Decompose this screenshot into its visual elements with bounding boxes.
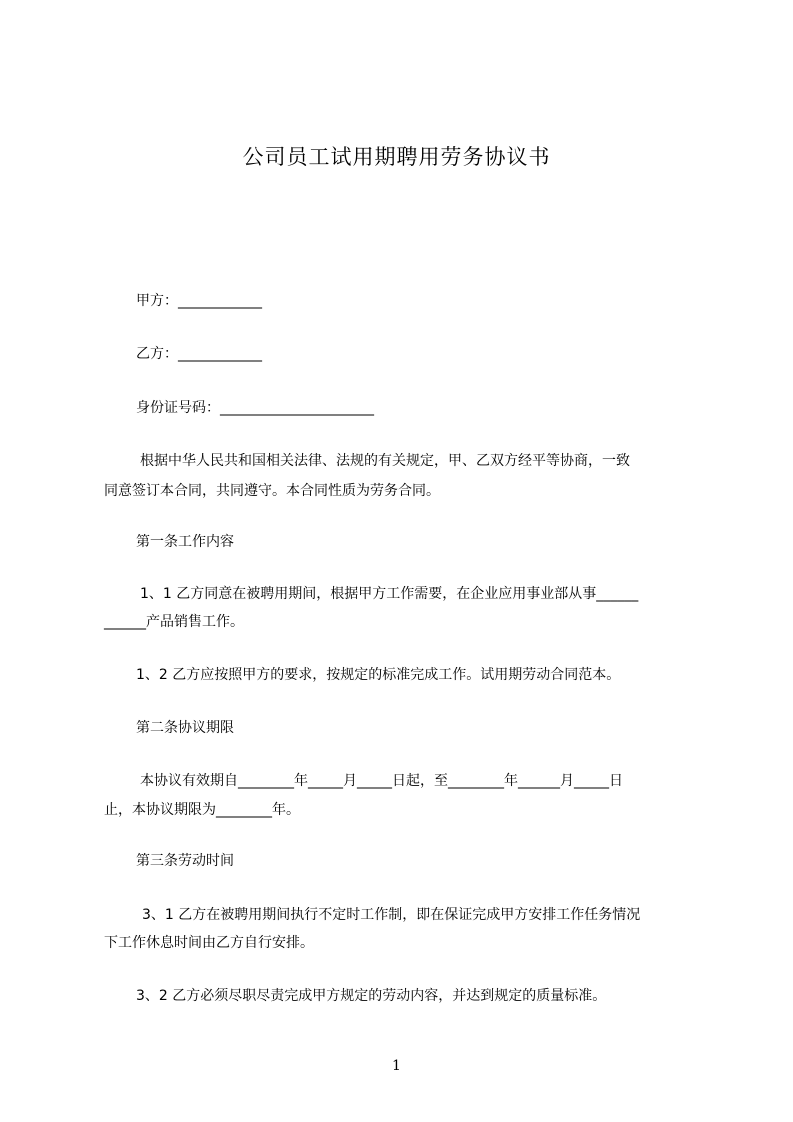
party-b-field: 乙方：____________ — [136, 346, 262, 362]
intro-paragraph-line-1: 根据中华人民共和国相关法律、法规的有关规定，甲、乙双方经平等协商，一致 — [140, 453, 630, 469]
article-3-heading: 第三条劳动时间 — [136, 853, 234, 869]
term-line-1: 本协议有效期自________年_____月_____日起，至________年______月_____日 — [140, 773, 623, 789]
clause-3-2: 3、2 乙方必须尽职尽责完成甲方规定的劳动内容，并达到规定的质量标准。 — [136, 988, 607, 1004]
term-line-2: 止，本协议期限为________年。 — [104, 802, 300, 818]
article-1-heading: 第一条工作内容 — [136, 534, 234, 550]
clause-1-1-line-2: ______产品销售工作。 — [104, 614, 244, 630]
clause-3-1-line-2: 下工作休息时间由乙方自行安排。 — [104, 935, 314, 951]
page-number: 1 — [392, 1058, 401, 1074]
clause-1-1-line-1: 1、1 乙方同意在被聘用期间，根据甲方工作需要，在企业应用事业部从事______ — [140, 586, 639, 602]
intro-paragraph-line-2: 同意签订本合同，共同遵守。本合同性质为劳务合同。 — [104, 483, 440, 499]
id-number-field: 身份证号码：______________________ — [136, 400, 374, 416]
clause-1-2: 1、2 乙方应按照甲方的要求，按规定的标准完成工作。试用期劳动合同范本。 — [136, 667, 621, 683]
document-title: 公司员工试用期聘用劳务协议书 — [242, 145, 551, 169]
article-2-heading: 第二条协议期限 — [136, 720, 234, 736]
clause-3-1-line-1: 3、1 乙方在被聘用期间执行不定时工作制，即在保证完成甲方安排工作任务情况 — [142, 907, 641, 923]
party-a-field: 甲方：____________ — [136, 293, 262, 309]
